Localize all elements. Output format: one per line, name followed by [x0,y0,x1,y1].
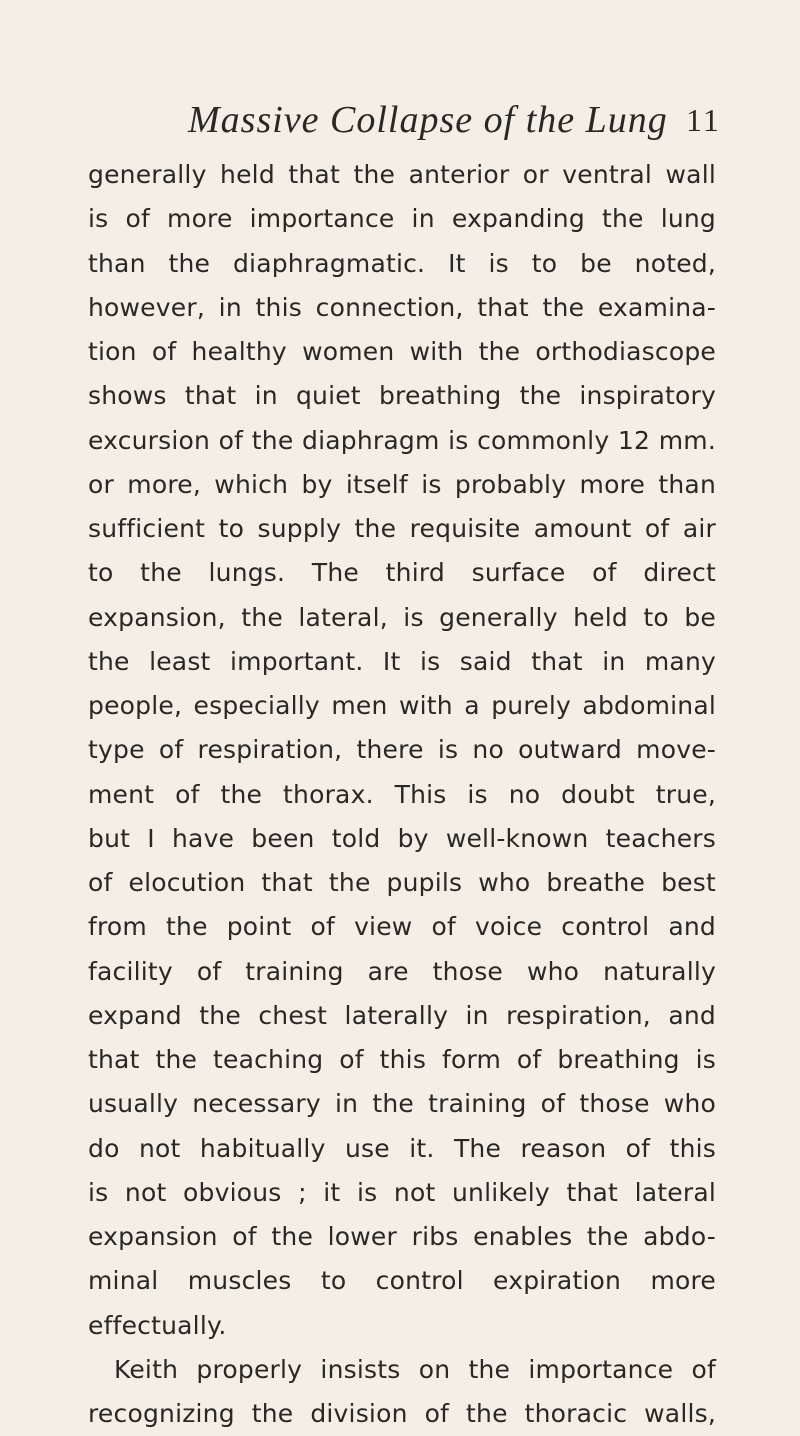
text-line: minal muscles to control expiration more [88,1266,716,1296]
text-line: do not habitually use it. The reason of this [88,1133,716,1163]
text-line: recognizing the division of the thoracic walls, [88,1399,716,1428]
text-line: of elocution that the pupils who breathe best [88,868,716,897]
text-line: is of more importance in expanding the lung [88,204,716,234]
text-line: facility of training are those who naturally [88,956,716,986]
text-line: to the lungs. The third surface of direct [88,558,716,588]
text-line: tion of healthy women with the orthodiascope [88,337,716,366]
text-line: expansion, the lateral, is generally held to be [88,602,716,632]
text-line: Keith properly insists on the importance of [114,1354,716,1384]
text-line: people, especially men with a purely abdominal [88,691,716,720]
body-text [88,153,716,1436]
text-line: however, in this connection, that the examina- [88,292,716,322]
text-line: shows that in quiet breathing the inspiratory [88,381,716,411]
text-line: expand the chest laterally in respiration, and [88,1000,716,1030]
text-line: effectually. [88,1310,227,1340]
running-head [0,98,800,148]
text-line: is not obvious ; it is not unlikely that lateral [88,1177,716,1207]
text-line: from the point of view of voice control and [88,912,716,942]
text-line: the least important. It is said that in many [88,646,716,676]
text-line: usually necessary in the training of those who [88,1089,716,1119]
text-line: sufficient to supply the requisite amount of air [88,514,716,543]
text-line: type of respiration, there is no outward move- [88,735,716,765]
text-line: expansion of the lower ribs enables the abdo- [88,1222,716,1251]
page-number: 11 [686,102,721,138]
text-line: generally held that the anterior or ventral wall [88,160,716,189]
running-title: Massive Collapse of the Lung [188,99,668,141]
text-line: ment of the thorax. This is no doubt true, [88,779,716,809]
text-line: excursion of the diaphragm is commonly 12 mm. [88,425,716,455]
text-line: or more, which by itself is probably more than [88,469,716,499]
text-line: than the diaphragmatic. It is to be noted, [88,248,716,278]
text-line: but I have been told by well-known teachers [88,823,716,853]
text-line: that the teaching of this form of breathing is [88,1045,716,1074]
